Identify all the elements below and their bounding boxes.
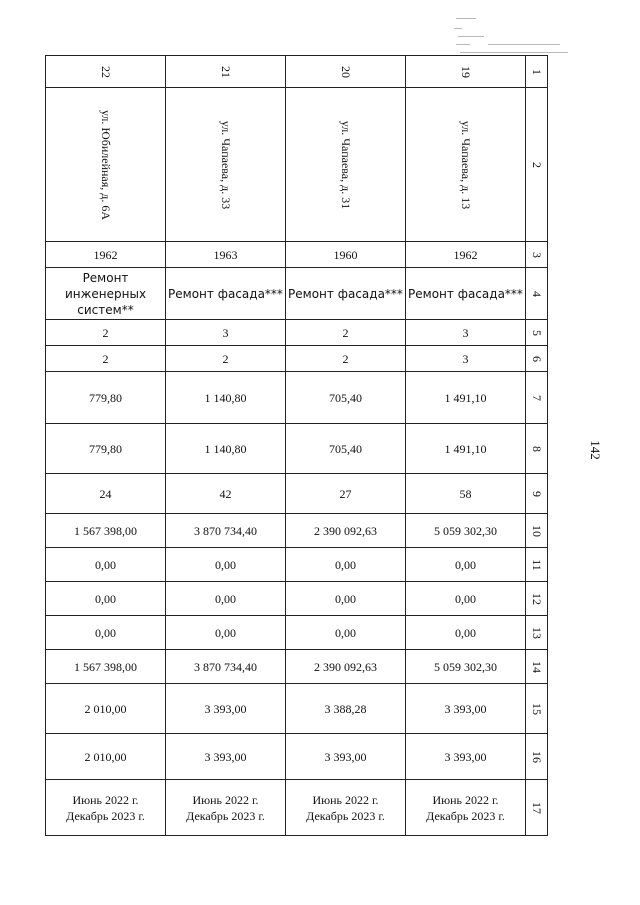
cost-cell: 0,00 [286, 548, 406, 582]
total-area-cell: 1 140,80 [166, 372, 286, 424]
table-row [46, 548, 548, 582]
row-index: 2 [529, 161, 544, 168]
cost-cell: 0,00 [166, 582, 286, 616]
period-start: Июнь 2022 г. [72, 792, 139, 807]
row-index: 3 [529, 251, 544, 258]
living-area-cell: 779,80 [46, 424, 166, 474]
residents-cell: 42 [166, 474, 286, 514]
period-end: Декабрь 2023 г. [186, 808, 265, 823]
address-cell: ул. Чапаева, д. 33 [218, 120, 233, 209]
year-cell: 1963 [166, 242, 286, 268]
cost-cell: 2 390 092,63 [286, 650, 406, 684]
row-index: 8 [529, 445, 544, 452]
period-cell [406, 780, 526, 836]
row-index: 12 [529, 592, 544, 605]
house-number: 21 [218, 65, 233, 78]
cost-cell: 0,00 [46, 582, 166, 616]
residents-cell: 58 [406, 474, 526, 514]
residents-cell: 24 [46, 474, 166, 514]
cost-cell: 5 059 302,30 [406, 650, 526, 684]
table-row [46, 88, 548, 242]
row-index: 13 [529, 626, 544, 639]
table-row [46, 780, 548, 836]
unit-limit-cell: 3 393,00 [286, 734, 406, 780]
cost-cell: 0,00 [406, 548, 526, 582]
floors-cell: 3 [166, 320, 286, 346]
row-index: 5 [529, 329, 544, 336]
house-number: 20 [338, 65, 353, 78]
entrances-cell: 2 [46, 346, 166, 372]
table-row [46, 242, 548, 268]
year-cell: 1960 [286, 242, 406, 268]
unit-limit-cell: 2 010,00 [46, 734, 166, 780]
unit-limit-cell: 3 393,00 [406, 734, 526, 780]
cost-cell: 1 567 398,00 [46, 650, 166, 684]
period-end: Декабрь 2023 г. [306, 808, 385, 823]
row-index: 14 [529, 660, 544, 673]
unit-cost-cell: 3 393,00 [166, 684, 286, 734]
total-area-cell: 1 491,10 [406, 372, 526, 424]
total-cost-cell: 2 390 092,63 [286, 514, 406, 548]
year-cell: 1962 [406, 242, 526, 268]
table-row [46, 684, 548, 734]
row-index: 6 [529, 355, 544, 362]
table-row [46, 268, 548, 320]
table-row [46, 582, 548, 616]
work-type-cell: Ремонт фасада*** [286, 268, 406, 320]
table-row [46, 474, 548, 514]
work-type-cell: Ремонт инженерных систем** [46, 268, 166, 320]
living-area-cell: 1 140,80 [166, 424, 286, 474]
table-row [46, 616, 548, 650]
unit-cost-cell: 2 010,00 [46, 684, 166, 734]
cost-cell: 0,00 [406, 616, 526, 650]
work-type-cell: Ремонт фасада*** [166, 268, 286, 320]
address-cell: ул. Юбилейная, д. 6А [98, 109, 113, 220]
unit-cost-cell: 3 388,28 [286, 684, 406, 734]
house-number: 22 [98, 65, 113, 78]
year-cell: 1962 [46, 242, 166, 268]
row-index: 16 [529, 750, 544, 763]
cost-cell: 0,00 [46, 548, 166, 582]
row-index: 10 [529, 524, 544, 537]
row-index: 15 [529, 702, 544, 715]
unit-limit-cell: 3 393,00 [166, 734, 286, 780]
row-index: 11 [529, 558, 544, 571]
floors-cell: 3 [406, 320, 526, 346]
period-cell [166, 780, 286, 836]
floors-cell: 2 [46, 320, 166, 346]
total-area-cell: 705,40 [286, 372, 406, 424]
address-cell: ул. Чапаева, д. 13 [458, 120, 473, 209]
entrances-cell: 2 [166, 346, 286, 372]
total-cost-cell: 1 567 398,00 [46, 514, 166, 548]
cost-cell: 0,00 [286, 582, 406, 616]
row-index: 9 [529, 490, 544, 497]
period-end: Декабрь 2023 г. [426, 808, 505, 823]
page-number: 142 [588, 440, 603, 460]
living-area-cell: 705,40 [286, 424, 406, 474]
floors-cell: 2 [286, 320, 406, 346]
period-cell [286, 780, 406, 836]
work-type-cell: Ремонт фасада*** [406, 268, 526, 320]
row-index: 17 [529, 801, 544, 814]
cost-cell: 0,00 [286, 616, 406, 650]
period-start: Июнь 2022 г. [192, 792, 259, 807]
period-end: Декабрь 2023 г. [66, 808, 145, 823]
table-row [46, 734, 548, 780]
residents-cell: 27 [286, 474, 406, 514]
total-area-cell: 779,80 [46, 372, 166, 424]
cost-cell: 3 870 734,40 [166, 650, 286, 684]
entrances-cell: 2 [286, 346, 406, 372]
total-cost-cell: 3 870 734,40 [166, 514, 286, 548]
period-start: Июнь 2022 г. [312, 792, 379, 807]
row-index: 4 [529, 290, 544, 297]
entrances-cell: 3 [406, 346, 526, 372]
address-cell: ул. Чапаева, д. 31 [338, 120, 353, 209]
cost-cell: 0,00 [406, 582, 526, 616]
repair-program-table [45, 55, 548, 836]
unit-cost-cell: 3 393,00 [406, 684, 526, 734]
table-row [46, 56, 548, 88]
table-row [46, 650, 548, 684]
faint-stamp-mark [448, 14, 568, 56]
table-row [46, 514, 548, 548]
cost-cell: 0,00 [166, 616, 286, 650]
period-cell [46, 780, 166, 836]
row-index: 1 [529, 68, 544, 75]
table-row [46, 346, 548, 372]
table-row [46, 372, 548, 424]
cost-cell: 0,00 [46, 616, 166, 650]
table-row [46, 320, 548, 346]
cost-cell: 0,00 [166, 548, 286, 582]
table-row [46, 424, 548, 474]
period-start: Июнь 2022 г. [432, 792, 499, 807]
total-cost-cell: 5 059 302,30 [406, 514, 526, 548]
house-number: 19 [458, 65, 473, 78]
living-area-cell: 1 491,10 [406, 424, 526, 474]
row-index: 7 [529, 394, 544, 401]
